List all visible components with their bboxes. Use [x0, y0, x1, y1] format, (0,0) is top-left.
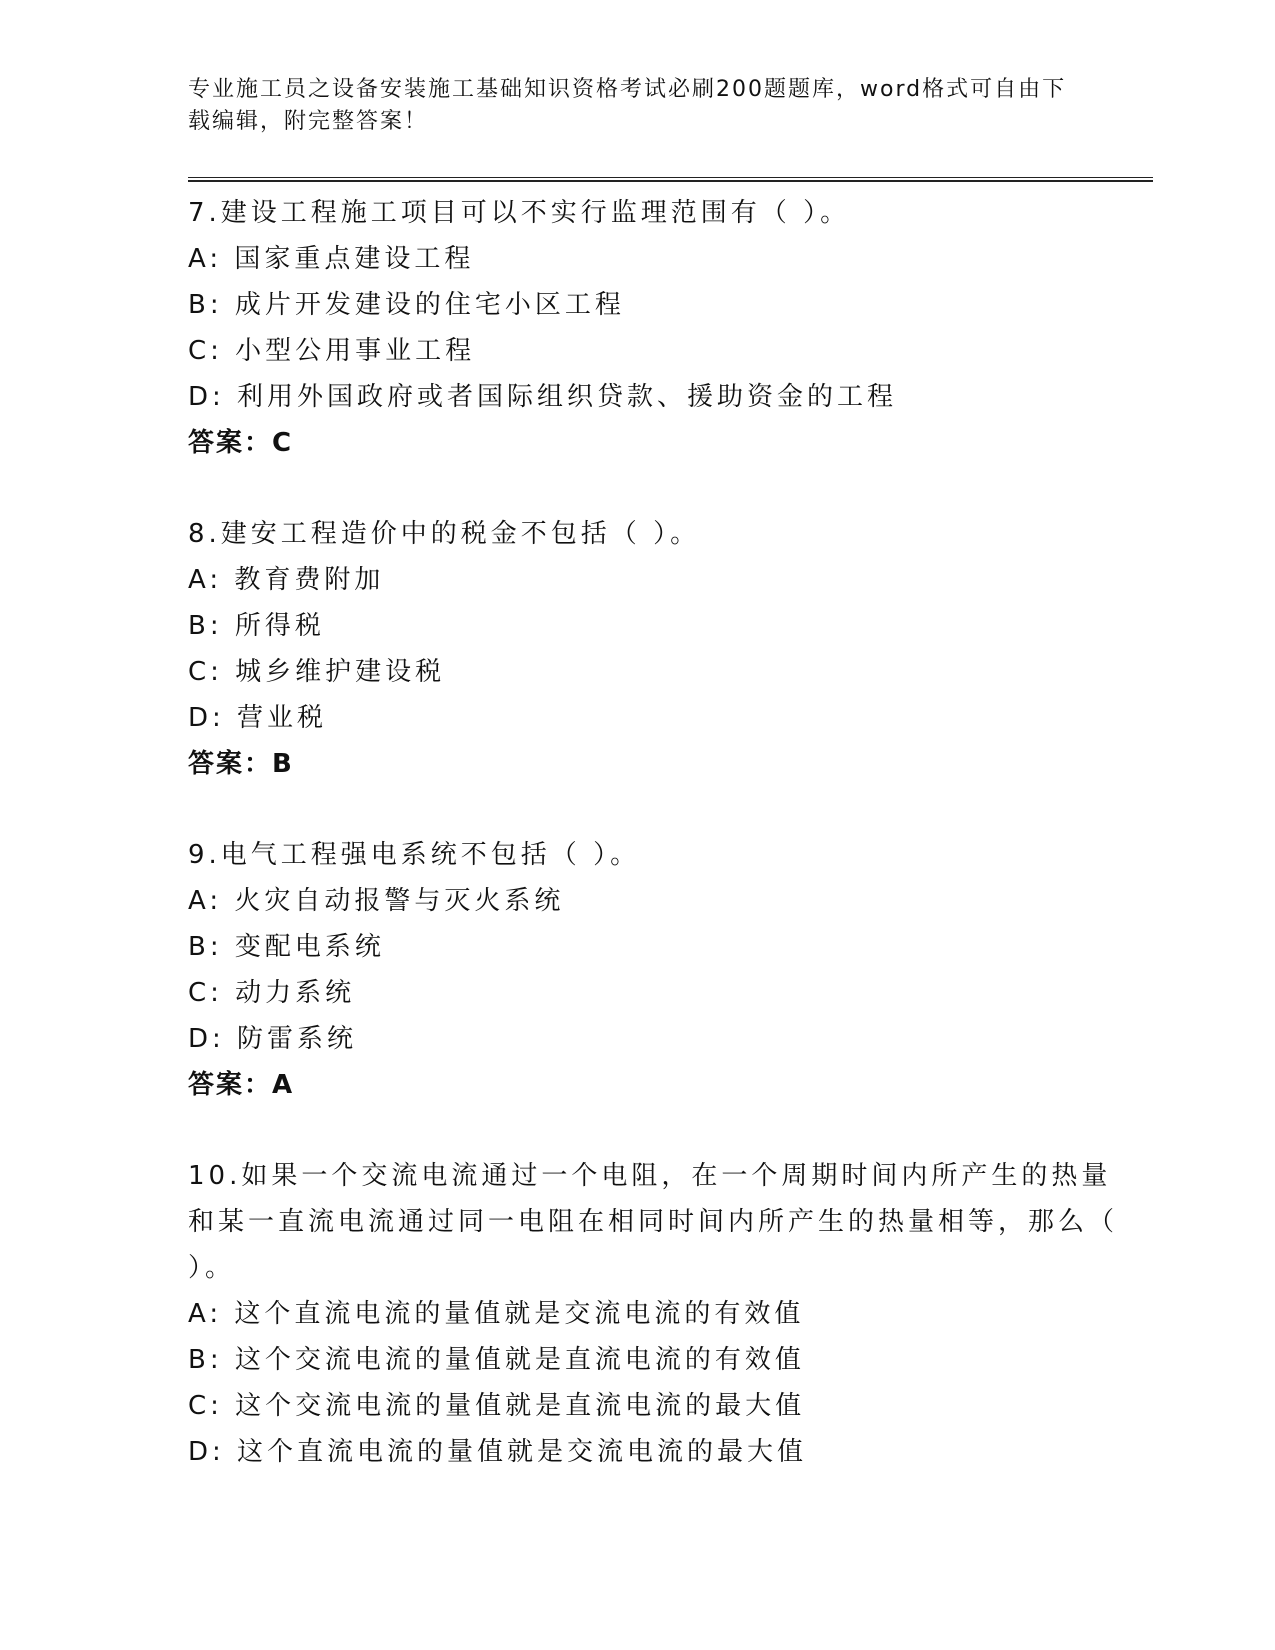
option-a: A: 这个直流电流的量值就是交流电流的有效值: [188, 1299, 805, 1329]
question-stem: 8.建安工程造价中的税金不包括（ ）。: [188, 519, 701, 549]
question-list: [188, 190, 1128, 1475]
question-8: [188, 511, 1128, 787]
option-a: A: 国家重点建设工程: [188, 244, 475, 274]
answer: 答案：C: [188, 428, 294, 458]
option-c: C: 动力系统: [188, 978, 356, 1008]
option-c: C: 这个交流电流的量值就是直流电流的最大值: [188, 1391, 806, 1421]
spacer: [188, 787, 1128, 832]
header-divider: [188, 177, 1153, 182]
question-7: [188, 190, 1128, 466]
question-stem: 10.如果一个交流电流通过一个电阻，在一个周期时间内所产生的热量和某一直流电流通过同一电阻在相同时间内所产生的热量相等，那么（ ）。: [188, 1161, 1119, 1283]
question-9: [188, 832, 1128, 1108]
option-d: D: 营业税: [188, 703, 328, 733]
option-d: D: 这个直流电流的量值就是交流电流的最大值: [188, 1437, 808, 1467]
option-c: C: 城乡维护建设税: [188, 657, 446, 687]
option-b: B: 变配电系统: [188, 932, 385, 962]
spacer: [188, 1108, 1128, 1153]
option-d: D: 防雷系统: [188, 1024, 358, 1054]
option-b: B: 所得税: [188, 611, 325, 641]
option-d: D: 利用外国政府或者国际组织贷款、援助资金的工程: [188, 382, 898, 412]
option-a: A: 教育费附加: [188, 565, 385, 595]
option-a: A: 火灾自动报警与灭火系统: [188, 886, 565, 916]
question-10: [188, 1153, 1128, 1475]
answer: 答案：A: [188, 1070, 295, 1100]
option-c: C: 小型公用事业工程: [188, 336, 476, 366]
option-b: B: 成片开发建设的住宅小区工程: [188, 290, 625, 320]
option-b: B: 这个交流电流的量值就是直流电流的有效值: [188, 1345, 805, 1375]
question-stem: 9.电气工程强电系统不包括（ ）。: [188, 840, 641, 870]
spacer: [188, 466, 1128, 511]
question-stem: 7.建设工程施工项目可以不实行监理范围有（ ）。: [188, 198, 851, 228]
document-header: 专业施工员之设备安装施工基础知识资格考试必刷200题题库，word格式可自由下载编辑，附完整答案！: [188, 77, 1067, 134]
answer: 答案：B: [188, 749, 294, 779]
